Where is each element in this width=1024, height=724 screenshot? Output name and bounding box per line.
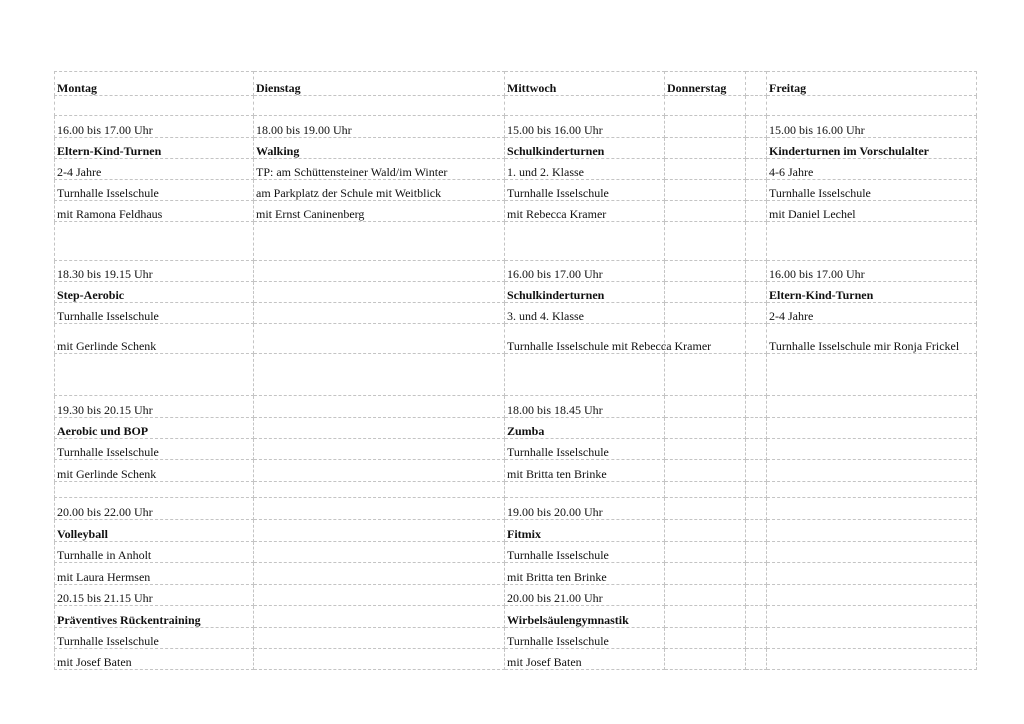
table-cell: mit Ramona Feldhaus <box>55 201 254 222</box>
table-row <box>55 116 977 138</box>
table-cell: 15.00 bis 16.00 Uhr <box>767 116 977 138</box>
table-cell: mit Rebecca Kramer <box>505 201 665 222</box>
table-cell <box>665 116 746 138</box>
table-row <box>55 585 977 606</box>
table-cell: Fitmix <box>505 520 665 542</box>
header-mittwoch: Mittwoch <box>505 72 665 96</box>
table-cell <box>665 628 746 649</box>
table-cell: TP: am Schüttensteiner Wald/im Winter <box>254 159 505 180</box>
table-row <box>55 324 977 354</box>
header-freitag: Freitag <box>767 72 977 96</box>
table-cell <box>665 282 746 303</box>
table-cell: 3. und 4. Klasse <box>505 303 665 324</box>
table-cell: Turnhalle Isselschule <box>55 303 254 324</box>
table-row <box>55 180 977 201</box>
table-cell <box>746 628 767 649</box>
table-cell <box>665 498 746 520</box>
table-cell <box>665 649 746 670</box>
table-row <box>55 628 977 649</box>
table-cell <box>665 542 746 563</box>
table-cell <box>767 498 977 520</box>
table-cell <box>746 649 767 670</box>
table-row <box>55 261 977 282</box>
table-cell <box>665 460 746 482</box>
table-row <box>55 542 977 563</box>
table-cell <box>254 628 505 649</box>
table-cell <box>505 354 665 396</box>
schedule-body <box>55 72 977 670</box>
table-cell <box>505 482 665 498</box>
table-row <box>55 520 977 542</box>
table-cell <box>665 261 746 282</box>
table-cell <box>746 180 767 201</box>
table-row <box>55 439 977 460</box>
table-row <box>55 96 977 116</box>
table-cell <box>767 418 977 439</box>
table-cell <box>746 563 767 585</box>
table-row <box>55 138 977 159</box>
table-cell <box>254 649 505 670</box>
table-cell: 20.15 bis 21.15 Uhr <box>55 585 254 606</box>
table-cell: Aerobic und BOP <box>55 418 254 439</box>
table-cell <box>746 354 767 396</box>
table-cell: mit Daniel Lechel <box>767 201 977 222</box>
table-cell <box>767 649 977 670</box>
table-cell: Walking <box>254 138 505 159</box>
table-cell <box>746 606 767 628</box>
table-row <box>55 606 977 628</box>
table-cell <box>746 116 767 138</box>
table-cell <box>767 482 977 498</box>
table-cell <box>505 222 665 261</box>
table-cell <box>767 628 977 649</box>
table-cell: 16.00 bis 17.00 Uhr <box>505 261 665 282</box>
table-cell: 2-4 Jahre <box>55 159 254 180</box>
table-cell <box>254 303 505 324</box>
table-cell: 1. und 2. Klasse <box>505 159 665 180</box>
table-cell <box>665 159 746 180</box>
table-cell <box>254 542 505 563</box>
table-cell <box>55 222 254 261</box>
table-cell <box>746 542 767 563</box>
table-cell <box>746 96 767 116</box>
table-cell: mit Josef Baten <box>505 649 665 670</box>
table-row <box>55 159 977 180</box>
table-cell <box>746 498 767 520</box>
table-cell <box>767 96 977 116</box>
table-row <box>55 649 977 670</box>
table-cell: mit Gerlinde Schenk <box>55 460 254 482</box>
table-cell <box>665 201 746 222</box>
table-cell <box>767 585 977 606</box>
table-cell: 18.00 bis 19.00 Uhr <box>254 116 505 138</box>
table-cell <box>767 222 977 261</box>
table-cell <box>665 222 746 261</box>
table-cell: Eltern-Kind-Turnen <box>55 138 254 159</box>
table-cell: 18.00 bis 18.45 Uhr <box>505 396 665 418</box>
table-cell <box>665 303 746 324</box>
table-row <box>55 460 977 482</box>
table-cell <box>55 354 254 396</box>
table-cell <box>55 482 254 498</box>
table-cell: Zumba <box>505 418 665 439</box>
table-cell <box>746 439 767 460</box>
table-cell <box>665 520 746 542</box>
table-cell <box>254 96 505 116</box>
table-cell <box>746 261 767 282</box>
table-cell <box>665 138 746 159</box>
table-cell <box>746 159 767 180</box>
table-cell: 15.00 bis 16.00 Uhr <box>505 116 665 138</box>
table-row <box>55 498 977 520</box>
table-cell: Turnhalle Isselschule <box>767 180 977 201</box>
table-cell: Wirbelsäulengymnastik <box>505 606 665 628</box>
table-cell <box>746 201 767 222</box>
schedule-table <box>54 71 977 670</box>
table-cell <box>254 460 505 482</box>
table-row <box>55 418 977 439</box>
table-cell <box>767 354 977 396</box>
table-row <box>55 282 977 303</box>
table-cell <box>665 354 746 396</box>
table-cell <box>665 482 746 498</box>
table-cell <box>746 303 767 324</box>
table-cell <box>746 418 767 439</box>
table-cell: Volleyball <box>55 520 254 542</box>
table-cell: Turnhalle Isselschule <box>505 542 665 563</box>
table-cell: 20.00 bis 21.00 Uhr <box>505 585 665 606</box>
table-cell: Eltern-Kind-Turnen <box>767 282 977 303</box>
table-cell <box>746 585 767 606</box>
table-row <box>55 201 977 222</box>
table-cell <box>505 96 665 116</box>
table-cell: Turnhalle Isselschule <box>505 439 665 460</box>
table-row <box>55 396 977 418</box>
table-cell: Präventives Rückentraining <box>55 606 254 628</box>
table-cell: Schulkinderturnen <box>505 138 665 159</box>
table-cell <box>665 180 746 201</box>
table-cell: 19.00 bis 20.00 Uhr <box>505 498 665 520</box>
table-cell: Turnhalle Isselschule <box>55 439 254 460</box>
table-cell: 19.30 bis 20.15 Uhr <box>55 396 254 418</box>
table-cell: Turnhalle Isselschule <box>505 180 665 201</box>
header-donnerstag: Donnerstag <box>665 72 746 96</box>
header-row <box>55 72 977 96</box>
table-cell <box>254 282 505 303</box>
table-cell: mit Gerlinde Schenk <box>55 324 254 354</box>
table-cell <box>254 324 505 354</box>
table-cell: 16.00 bis 17.00 Uhr <box>55 116 254 138</box>
table-cell: mit Josef Baten <box>55 649 254 670</box>
table-cell <box>254 354 505 396</box>
table-cell <box>665 439 746 460</box>
table-cell: 4-6 Jahre <box>767 159 977 180</box>
table-cell: mit Ernst Caninenberg <box>254 201 505 222</box>
table-cell <box>746 482 767 498</box>
table-cell <box>746 520 767 542</box>
table-cell <box>767 542 977 563</box>
table-cell: Turnhalle in Anholt <box>55 542 254 563</box>
table-cell <box>254 222 505 261</box>
table-cell <box>254 439 505 460</box>
table-cell <box>746 138 767 159</box>
table-cell: Turnhalle Isselschule <box>505 628 665 649</box>
table-cell <box>254 606 505 628</box>
table-cell: am Parkplatz der Schule mit Weitblick <box>254 180 505 201</box>
table-cell <box>665 396 746 418</box>
table-row <box>55 482 977 498</box>
table-cell: 16.00 bis 17.00 Uhr <box>767 261 977 282</box>
table-cell <box>746 396 767 418</box>
table-cell <box>767 520 977 542</box>
header-dienstag: Dienstag <box>254 72 505 96</box>
table-cell <box>254 563 505 585</box>
header-spacer <box>746 72 767 96</box>
table-cell <box>254 396 505 418</box>
table-cell: 18.30 bis 19.15 Uhr <box>55 261 254 282</box>
table-cell <box>746 460 767 482</box>
table-cell: Step-Aerobic <box>55 282 254 303</box>
table-cell <box>665 96 746 116</box>
table-cell: Turnhalle Isselschule mit Rebecca Kramer <box>505 324 665 354</box>
table-row <box>55 303 977 324</box>
table-cell <box>254 261 505 282</box>
table-cell <box>254 418 505 439</box>
table-cell: mit Laura Hermsen <box>55 563 254 585</box>
table-cell <box>254 498 505 520</box>
table-cell <box>665 418 746 439</box>
table-cell <box>254 520 505 542</box>
table-cell: Schulkinderturnen <box>505 282 665 303</box>
table-cell: Turnhalle Isselschule <box>55 628 254 649</box>
table-cell <box>665 563 746 585</box>
table-row <box>55 222 977 261</box>
table-cell: mit Britta ten Brinke <box>505 563 665 585</box>
table-cell <box>767 563 977 585</box>
table-cell <box>254 585 505 606</box>
table-cell <box>746 282 767 303</box>
table-cell <box>767 606 977 628</box>
table-cell <box>665 606 746 628</box>
table-cell <box>767 439 977 460</box>
table-cell <box>55 96 254 116</box>
table-cell <box>746 222 767 261</box>
table-row <box>55 563 977 585</box>
table-cell: mit Britta ten Brinke <box>505 460 665 482</box>
table-cell: 20.00 bis 22.00 Uhr <box>55 498 254 520</box>
table-cell <box>746 324 767 354</box>
table-cell: Kinderturnen im Vorschulalter <box>767 138 977 159</box>
table-cell: 2-4 Jahre <box>767 303 977 324</box>
table-cell: Turnhalle Isselschule <box>55 180 254 201</box>
table-cell: Turnhalle Isselschule mir Ronja Frickel <box>767 324 977 354</box>
table-cell <box>767 460 977 482</box>
header-montag: Montag <box>55 72 254 96</box>
table-row <box>55 354 977 396</box>
table-cell <box>254 482 505 498</box>
table-cell <box>665 585 746 606</box>
table-cell <box>767 396 977 418</box>
